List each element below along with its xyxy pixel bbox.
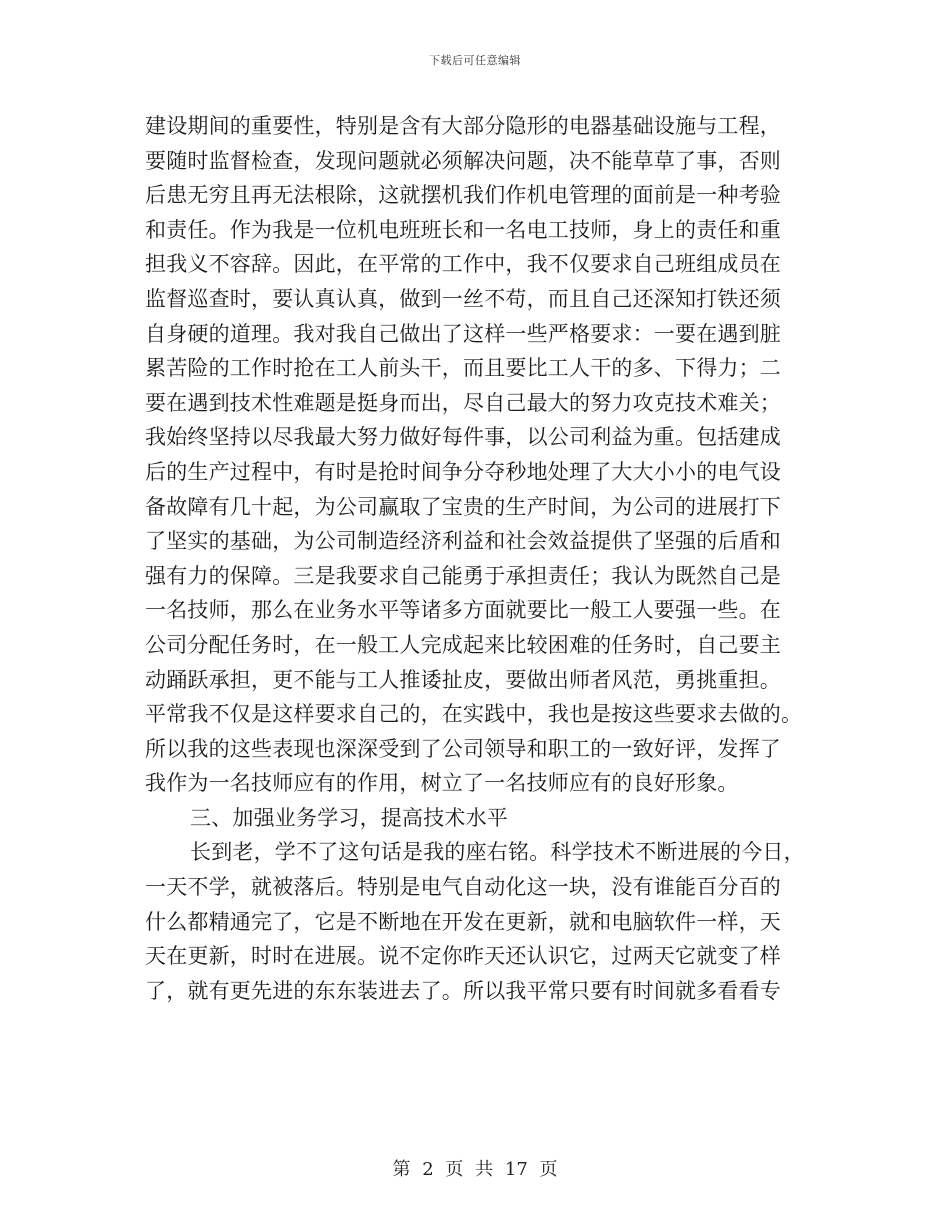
document-body <box>145 109 810 1008</box>
footer-label-page: 第 <box>392 1159 411 1180</box>
text-line: 一名技师，那么在业务水平等诸多方面就要比一般工人要强一些。在 <box>145 598 781 623</box>
text-line: 一天不学，就被落后。特别是电气自动化这一块，没有谁能百分百的 <box>145 875 781 900</box>
text-line: 自身硬的道理。我对我自己做出了这样一些严格要求：一要在遇到脏 <box>145 321 781 346</box>
text-line: 了坚实的基础，为公司制造经济利益和社会效益提供了坚强的后盾和 <box>145 529 781 554</box>
text-line: 建设期间的重要性，特别是含有大部分隐形的电器基础设施与工程， <box>145 114 781 138</box>
text-line: 后的生产过程中，有时是抢时间争分夺秒地处理了大大小小的电气设 <box>145 459 781 484</box>
text-line: 我作为一名技师应有的作用，树立了一名技师应有的良好形象。 <box>145 771 739 796</box>
text-line: 后患无穷且再无法根除，这就摆机我们作机电管理的面前是一种考验 <box>145 183 781 208</box>
text-line: 要随时监督检查，发现问题就必须解决问题，决不能草草了事，否则 <box>145 148 781 173</box>
footer-label-page-unit: 页 <box>445 1159 464 1180</box>
text-line: 我始终坚持以尽我最大努力做好每件事，以公司利益为重。包括建成 <box>145 425 781 450</box>
text-line: 天在更新，时时在进展。说不定你昨天还认识它，过两天它就变了样 <box>145 944 781 969</box>
text-line: 担我义不容辞。因此，在平常的工作中，我不仅要求自己班组成员在 <box>145 252 781 277</box>
text-line: 了，就有更先进的东东装进去了。所以我平常只要有时间就多看看专 <box>145 978 781 1003</box>
text-line: 平常我不仅是这样要求自己的，在实践中，我也是按这些要求去做的。 <box>145 702 803 727</box>
text-line: 公司分配任务时，在一般工人完成起来比较困难的任务时，自己要主 <box>145 632 781 657</box>
text-line: 强有力的保障。三是我要求自己能勇于承担责任；我认为既然自己是 <box>145 563 781 588</box>
section-heading: 三、加强业务学习，提高技术水平 <box>190 805 508 830</box>
page-footer <box>0 1155 950 1181</box>
text-line: 累苦险的工作时抢在工人前头干，而且要比工人干的多、下得力；二 <box>145 356 781 381</box>
paragraph-first-line: 长到老，学不了这句话是我的座右铭。科学技术不断进展的今日， <box>190 840 805 865</box>
text-line: 监督巡查时，要认真认真，做到一丝不苟，而且自己还深知打铁还须 <box>145 286 781 311</box>
text-line: 什么都精通完了，它是不断地在开发在更新，就和电脑软件一样，天 <box>145 909 781 934</box>
footer-total-pages: 17 <box>504 1159 528 1180</box>
text-line: 备故障有几十起，为公司赢取了宝贵的生产时间，为公司的进展打下 <box>145 494 781 519</box>
text-line: 动踊跃承担，更不能与工人推诿扯皮，要做出师者风范，勇挑重担。 <box>145 667 781 692</box>
text-line: 和责任。作为我是一位机电班班长和一名电工技师，身上的责任和重 <box>145 217 781 242</box>
footer-label-total: 共 <box>475 1159 494 1180</box>
text-line: 所以我的这些表现也深深受到了公司领导和职工的一致好评，发挥了 <box>145 736 781 761</box>
footer-label-total-unit: 页 <box>539 1159 558 1180</box>
page-header-note: 下载后可任意编辑 <box>429 54 521 67</box>
text-line: 要在遇到技术性难题是挺身而出，尽自己最大的努力攻克技术难关； <box>145 390 781 415</box>
footer-current-page: 2 <box>422 1159 434 1180</box>
